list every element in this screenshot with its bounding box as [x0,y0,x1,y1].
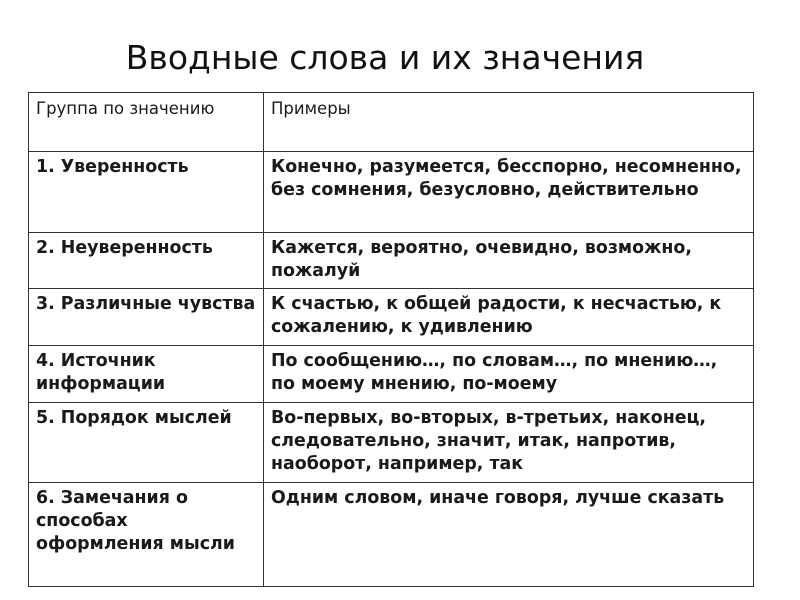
table-row [29,346,754,403]
header-examples: Примеры [264,93,754,152]
group-cell: 6. Замечания о способах оформления мысли [29,483,264,587]
introductory-words-table [28,92,754,587]
table-row [29,403,754,483]
examples-cell: Конечно, разумеется, бесспорно, несомненно, без сомнения, безусловно, действительно [264,152,754,233]
examples-cell: Кажется, вероятно, очевидно, возможно, пожалуй [264,233,754,289]
examples-cell: По сообщению…, по словам…, по мнению…, по моему мнению, по-моему [264,346,754,403]
table-row [29,233,754,289]
header-group: Группа по значению [29,93,264,152]
group-cell: 2. Неуверенность [29,233,264,289]
table-header-row [29,93,754,152]
examples-cell: К счастью, к общей радости, к несчастью, к сожалению, к удивлению [264,289,754,346]
group-cell: 1. Уверенность [29,152,264,233]
table-row [29,152,754,233]
examples-cell: Одним словом, иначе говоря, лучше сказать [264,483,754,587]
group-cell: 4. Источник информации [29,346,264,403]
table-row [29,289,754,346]
page-title: Вводные слова и их значения [125,38,645,77]
examples-cell: Во-первых, во-вторых, в-третьих, наконец, следовательно, значит, итак, напротив, наоборот, например, так [264,403,754,483]
group-cell: 3. Различные чувства [29,289,264,346]
group-cell: 5. Порядок мыслей [29,403,264,483]
table-row [29,483,754,587]
